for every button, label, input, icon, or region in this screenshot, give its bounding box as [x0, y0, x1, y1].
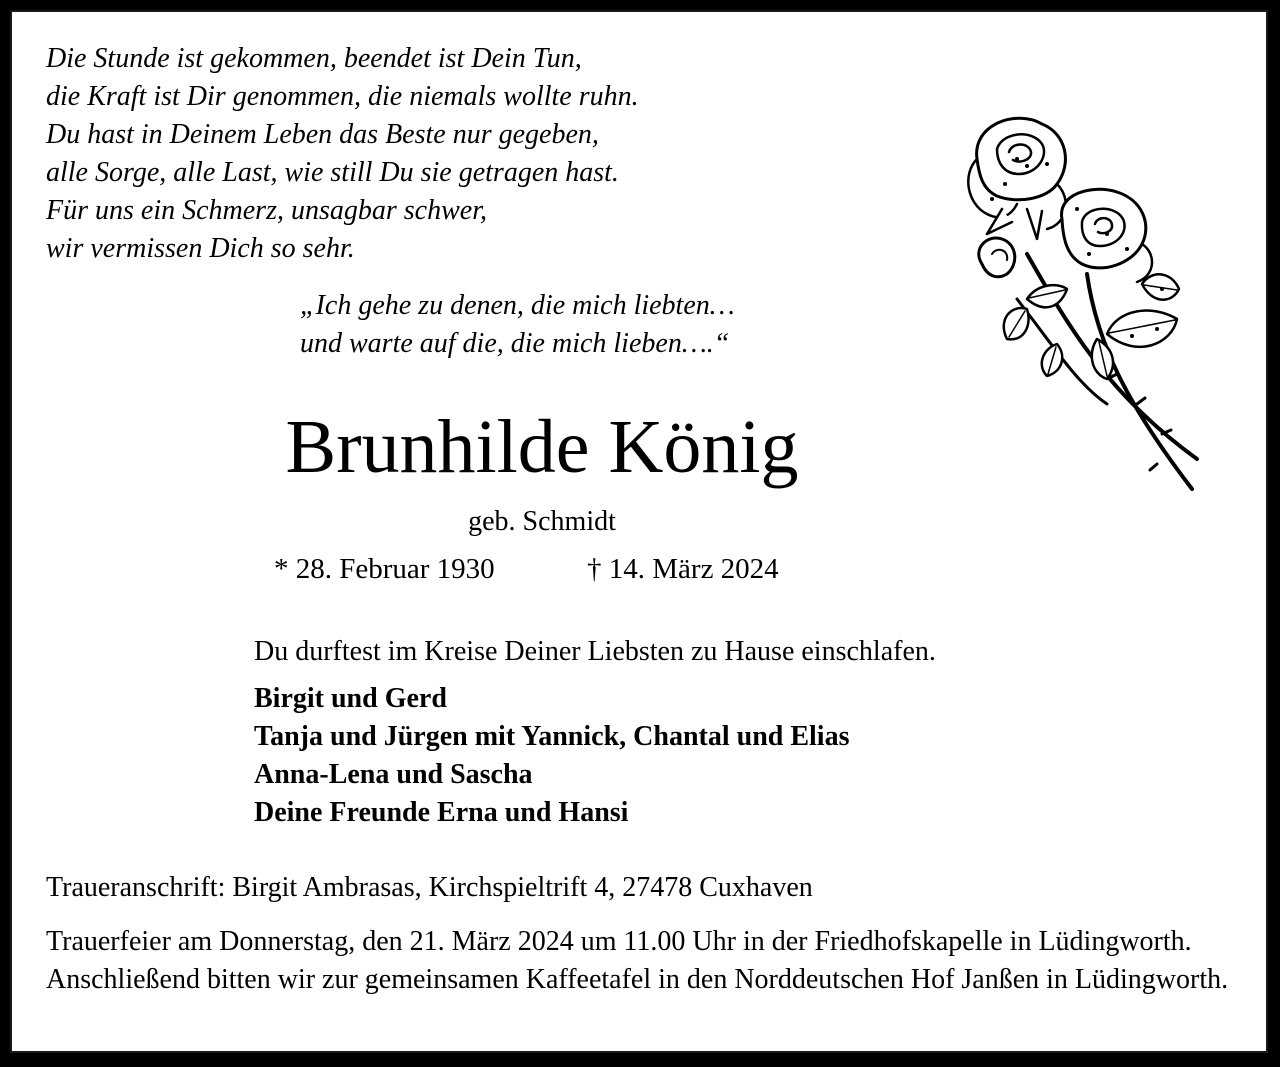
quote-line: und warte auf die, die mich lieben….“ — [300, 328, 730, 359]
obituary-notice — [10, 10, 1268, 1053]
death-date: † 14. März 2024 — [587, 553, 779, 585]
mourning-address: Traueranschrift: Birgit Ambrasas, Kirchspieltrift 4, 27478 Cuxhaven — [46, 872, 813, 903]
mourner-entry: Deine Freunde Erna und Hansi — [254, 797, 629, 828]
farewell-line: Du durftest im Kreise Deiner Liebsten zu Hause einschlafen. — [254, 636, 936, 667]
mourner-entry: Anna-Lena und Sascha — [254, 759, 533, 790]
ceremony-details: Trauerfeier am Donnerstag, den 21. März 2024 um 11.00 Uhr in der Friedhofskapelle in Lüdingworth. Anschließend bitten wir zur gemeinsamen Kaffeetafel in den Norddeutschen Hof Janßen in Lüdingworth. — [46, 926, 1229, 995]
mourner-entry: Tanja und Jürgen mit Yannick, Chantal und Elias — [254, 721, 850, 752]
quote-line: „Ich gehe zu denen, die mich liebten… — [300, 290, 735, 321]
deceased-name: Brunhilde König — [285, 405, 799, 489]
memorial-poem — [46, 40, 639, 268]
poem-line: Du hast in Deinem Leben das Beste nur gegeben, — [46, 119, 599, 150]
memorial-quote — [300, 287, 735, 363]
poem-line: Die Stunde ist gekommen, beendet ist Dein Tun, — [46, 43, 582, 74]
poem-line: alle Sorge, alle Last, wie still Du sie getragen hast. — [46, 157, 619, 188]
birth-date: * 28. Februar 1930 — [274, 553, 495, 585]
maiden-name: geb. Schmidt — [468, 506, 616, 537]
mourner-entry: Birgit und Gerd — [254, 683, 447, 714]
mourners-list — [254, 680, 849, 832]
poem-line: die Kraft ist Dir genommen, die niemals wollte ruhn. — [46, 81, 639, 112]
poem-line: Für uns ein Schmerz, unsagbar schwer, — [46, 195, 487, 226]
poem-line: wir vermissen Dich so sehr. — [46, 233, 355, 264]
